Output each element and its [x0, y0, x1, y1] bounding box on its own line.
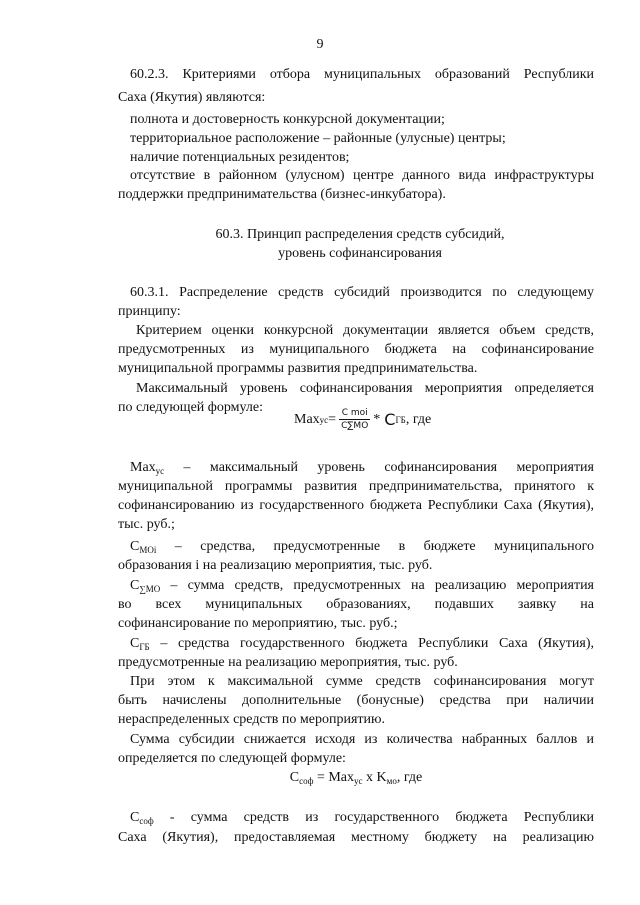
definition-line: во всех муниципальных образованиях, подавших заявку на — [118, 597, 594, 612]
formula-eq: = — [328, 411, 337, 427]
paragraph-line: Сумма субсидии снижается исходя из количества набранных баллов и — [130, 732, 594, 747]
formula-fraction — [339, 408, 370, 431]
formula-suffix: , где — [405, 411, 432, 427]
paragraph-line: определяется по следующей формуле: — [118, 751, 346, 766]
paragraph-line: быть начислены дополнительные (бонусные) средства при наличии — [118, 693, 594, 708]
formula-numerator: C moi — [341, 408, 368, 418]
formula-denominator: C∑MO — [341, 421, 369, 431]
formula-times: * — [373, 411, 381, 427]
definition-line: муниципальной программы развития предпринимательства, принятого к — [118, 479, 594, 494]
paragraph-line: Критерием оценки конкурсной документации является объем средств, — [136, 323, 594, 338]
list-item: наличие потенциальных резидентов; — [130, 150, 350, 165]
section-heading: 60.3. Принцип распределения средств субсидий, — [215, 227, 505, 242]
paragraph-line: по следующей формуле: — [118, 400, 263, 415]
page-number: 9 — [316, 37, 324, 52]
paragraph-line: муниципальной программы развития предпринимательства. — [118, 361, 478, 376]
paragraph-line: При этом к максимальной сумме средств софинансирования могут — [130, 674, 594, 689]
paragraph-line: предусмотренных из муниципального бюджета на софинансирование — [118, 342, 594, 357]
definition-line: Max$_{ус}$ – максимальный уровень софинансирования мероприятия — [130, 460, 594, 476]
paragraph-line: 60.2.3. Критериями отбора муниципальных образований Республики — [130, 67, 594, 82]
definition-line: софинансирование по мероприятию, тыс. руб.; — [118, 616, 398, 631]
formula-c-gb: С — [384, 410, 396, 429]
formula-subsidy: $С_{соф} = Max_{ус}$ х $K_{мо}$, где — [289, 770, 423, 786]
paragraph-line: принципу: — [118, 304, 181, 319]
section-heading: уровень софинансирования — [278, 246, 442, 261]
definition-line: образования i на реализацию мероприятия, тыс. руб. — [118, 558, 433, 573]
definition-line: софинансированию из государственного бюджета Республики Саха (Якутия), — [118, 498, 594, 513]
paragraph-line: Максимальный уровень софинансирования мероприятия определяется — [136, 381, 594, 396]
list-item: отсутствие в районном (улусном) центре данного вида инфраструктуры — [130, 168, 594, 183]
definition-line: предусмотренные на реализацию мероприятия, тыс. руб. — [118, 655, 458, 670]
paragraph-line: Саха (Якутия) являются: — [118, 90, 266, 105]
definition-line: $С_{ГБ}$ – средства государственного бюджета Республики Саха (Якутия), — [130, 636, 594, 652]
paragraph-line: нераспределенных средств по мероприятию. — [118, 712, 385, 727]
paragraph-line: 60.3.1. Распределение средств субсидий производится по следующему — [130, 285, 594, 300]
definition-line: $С_{\sum МО}$ – сумма средств, предусмотренных на реализацию мероприятия — [130, 578, 594, 594]
paragraph-line: поддержки предпринимательства (бизнес-инкубатора). — [118, 187, 446, 202]
list-item: полнота и достоверность конкурсной документации; — [130, 112, 445, 127]
definition-line: $С_{МОi}$ – средства, предусмотренные в бюджете муниципального — [130, 539, 594, 555]
list-item: территориальное расположение – районные (улусные) центры; — [130, 131, 506, 146]
definition-line: $С_{соф}$ - сумма средств из государственного бюджета Республики — [130, 810, 594, 826]
formula-lhs: Max — [294, 411, 320, 427]
definition-line: тыс. руб.; — [118, 517, 175, 532]
definition-line: Саха (Якутия), предоставляемая местному бюджету на реализацию — [118, 830, 594, 845]
formula-max-level: Max ус = $\frac{\text{C moi}}{C\sum MO}$ * С ГБ , где — [294, 408, 432, 431]
